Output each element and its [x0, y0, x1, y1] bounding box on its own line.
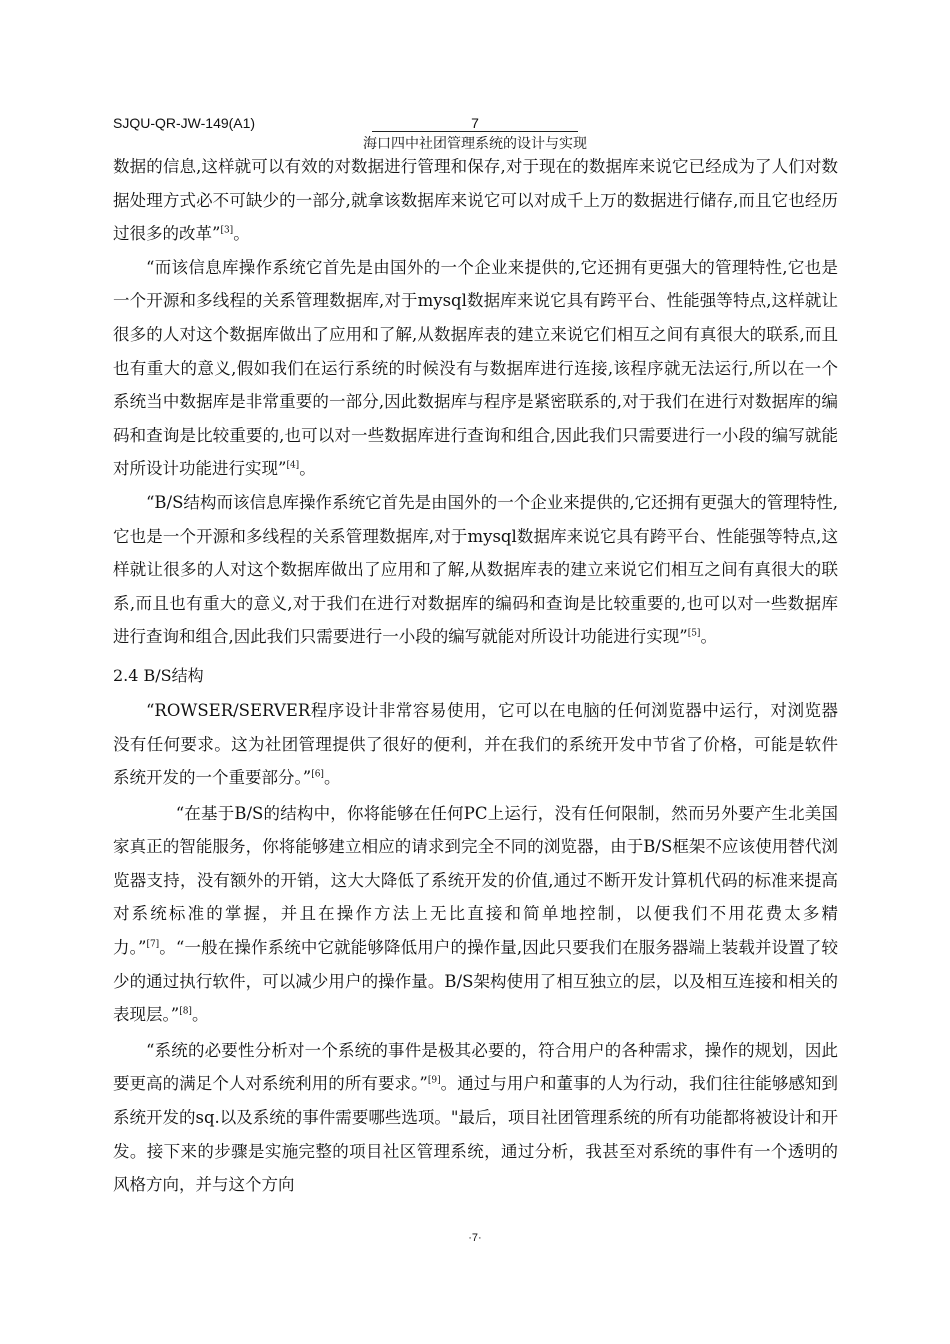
paragraph: “在基于B/S的结构中，你将能够在任何PC上运行，没有任何限制，然而另外要产生北美国家真正的智能服务，你将能够建立相应的请求到完全不同的浏览器，由于B/S框架不应该使用替代浏览器支持，没有额外的开销，这大大降低了系统开发的价值,通过不断开发计算机代码的标准来提高对系统标准的掌握，并且在操作方法上无比直接和简单地控制，以便我们不用花费太多精力。”[7]。“一般在操作系统中它就能够降低用户的操作量,因此只要我们在服务器端上装载并设置了较少的通过执行软件，可以减少用户的操作量。B/S架构使用了相互独立的层，以及相互连接和相关的表现层。”[8]。: [113, 803, 838, 1025]
paragraph: “B/S结构而该信息库操作系统它首先是由国外的一个企业来提供的,它还拥有更强大的管理特性,它也是一个开源和多线程的关系管理数据库,对于mysql数据库来说它具有跨平台、性能强等特点,这样就让很多的人对这个数据库做出了应用和了解,从数据库表的建立来说它们相互之间有真很大的联系,而且也有重大的意义,对于我们在进行对数据库的编码和查询是比较重要的,也可以对一些数据库进行查询和组合,因此我们只需要进行一小段的编写就能对所设计功能进行实现”[5]。: [113, 492, 838, 647]
paragraph: “ROWSER/SERVER程序设计非常容易使用，它可以在电脑的任何浏览器中运行，对浏览器没有任何要求。这为社团管理提供了很好的便利，并在我们的系统开发中节省了价格，可能是软件系统开发的一个重要部分。”[6]。: [113, 700, 838, 788]
paragraph: “而该信息库操作系统它首先是由国外的一个企业来提供的,它还拥有更强大的管理特性,它也是一个开源和多线程的关系管理数据库,对于mysql数据库来说它具有跨平台、性能强等特点,这样就让很多的人对这个数据库做出了应用和了解,从数据库表的建立来说它们相互之间有真很大的联系,而且也有重大的意义,假如我们在运行系统的时候没有与数据库进行连接,该程序就无法运行,所以在一个系统当中数据库是非常重要的一部分,因此数据库与程序是紧密联系的,对于我们在进行对数据库的编码和查询是比较重要的,也可以对一些数据库进行查询和组合,因此我们只需要进行一小段的编写就能对所设计功能进行实现”[4]。: [113, 257, 838, 479]
citation: [5]: [687, 628, 701, 639]
header-rule: [372, 131, 578, 132]
running-title: 海口四中社团管理系统的设计与实现: [363, 136, 587, 152]
citation: [6]: [311, 769, 324, 780]
citation: [3]: [220, 225, 234, 236]
body-text: [113, 150, 838, 1202]
citation: [7]: [146, 939, 160, 950]
section-heading: 2.4 B/S结构: [113, 665, 204, 685]
citation: [4]: [286, 460, 300, 471]
citation: [8]: [179, 1006, 192, 1017]
paragraph: 数据的信息,这样就可以有效的对数据进行管理和保存,对于现在的数据库来说它已经成为了人们对数据处理方式必不可缺少的一部分,就拿该数据库来说它可以对成千上万的数据进行储存,而且它也经历过很多的改革”[3]。: [113, 157, 838, 244]
document-code: SJQU-QR-JW-149(A1): [113, 115, 256, 131]
paragraph: “系统的必要性分析对一个系统的事件是极其必要的，符合用户的各种需求，操作的规划，因此要更高的满足个人对系统利用的所有要求。”[9]。通过与用户和董事的人为行动，我们往往能够感知到系统开发的sq.以及系统的事件需要哪些选项。"最后，项目社团管理系统的所有功能都将被设计和开发。接下来的步骤是实施完整的项目社区管理系统，通过分析，我甚至对系统的事件有一个透明的风格方向，并与这个方向: [113, 1040, 839, 1195]
header-page-number: 7: [471, 115, 479, 131]
citation: [9]: [427, 1075, 441, 1086]
page-footer-number: ·7·: [468, 1232, 482, 1244]
